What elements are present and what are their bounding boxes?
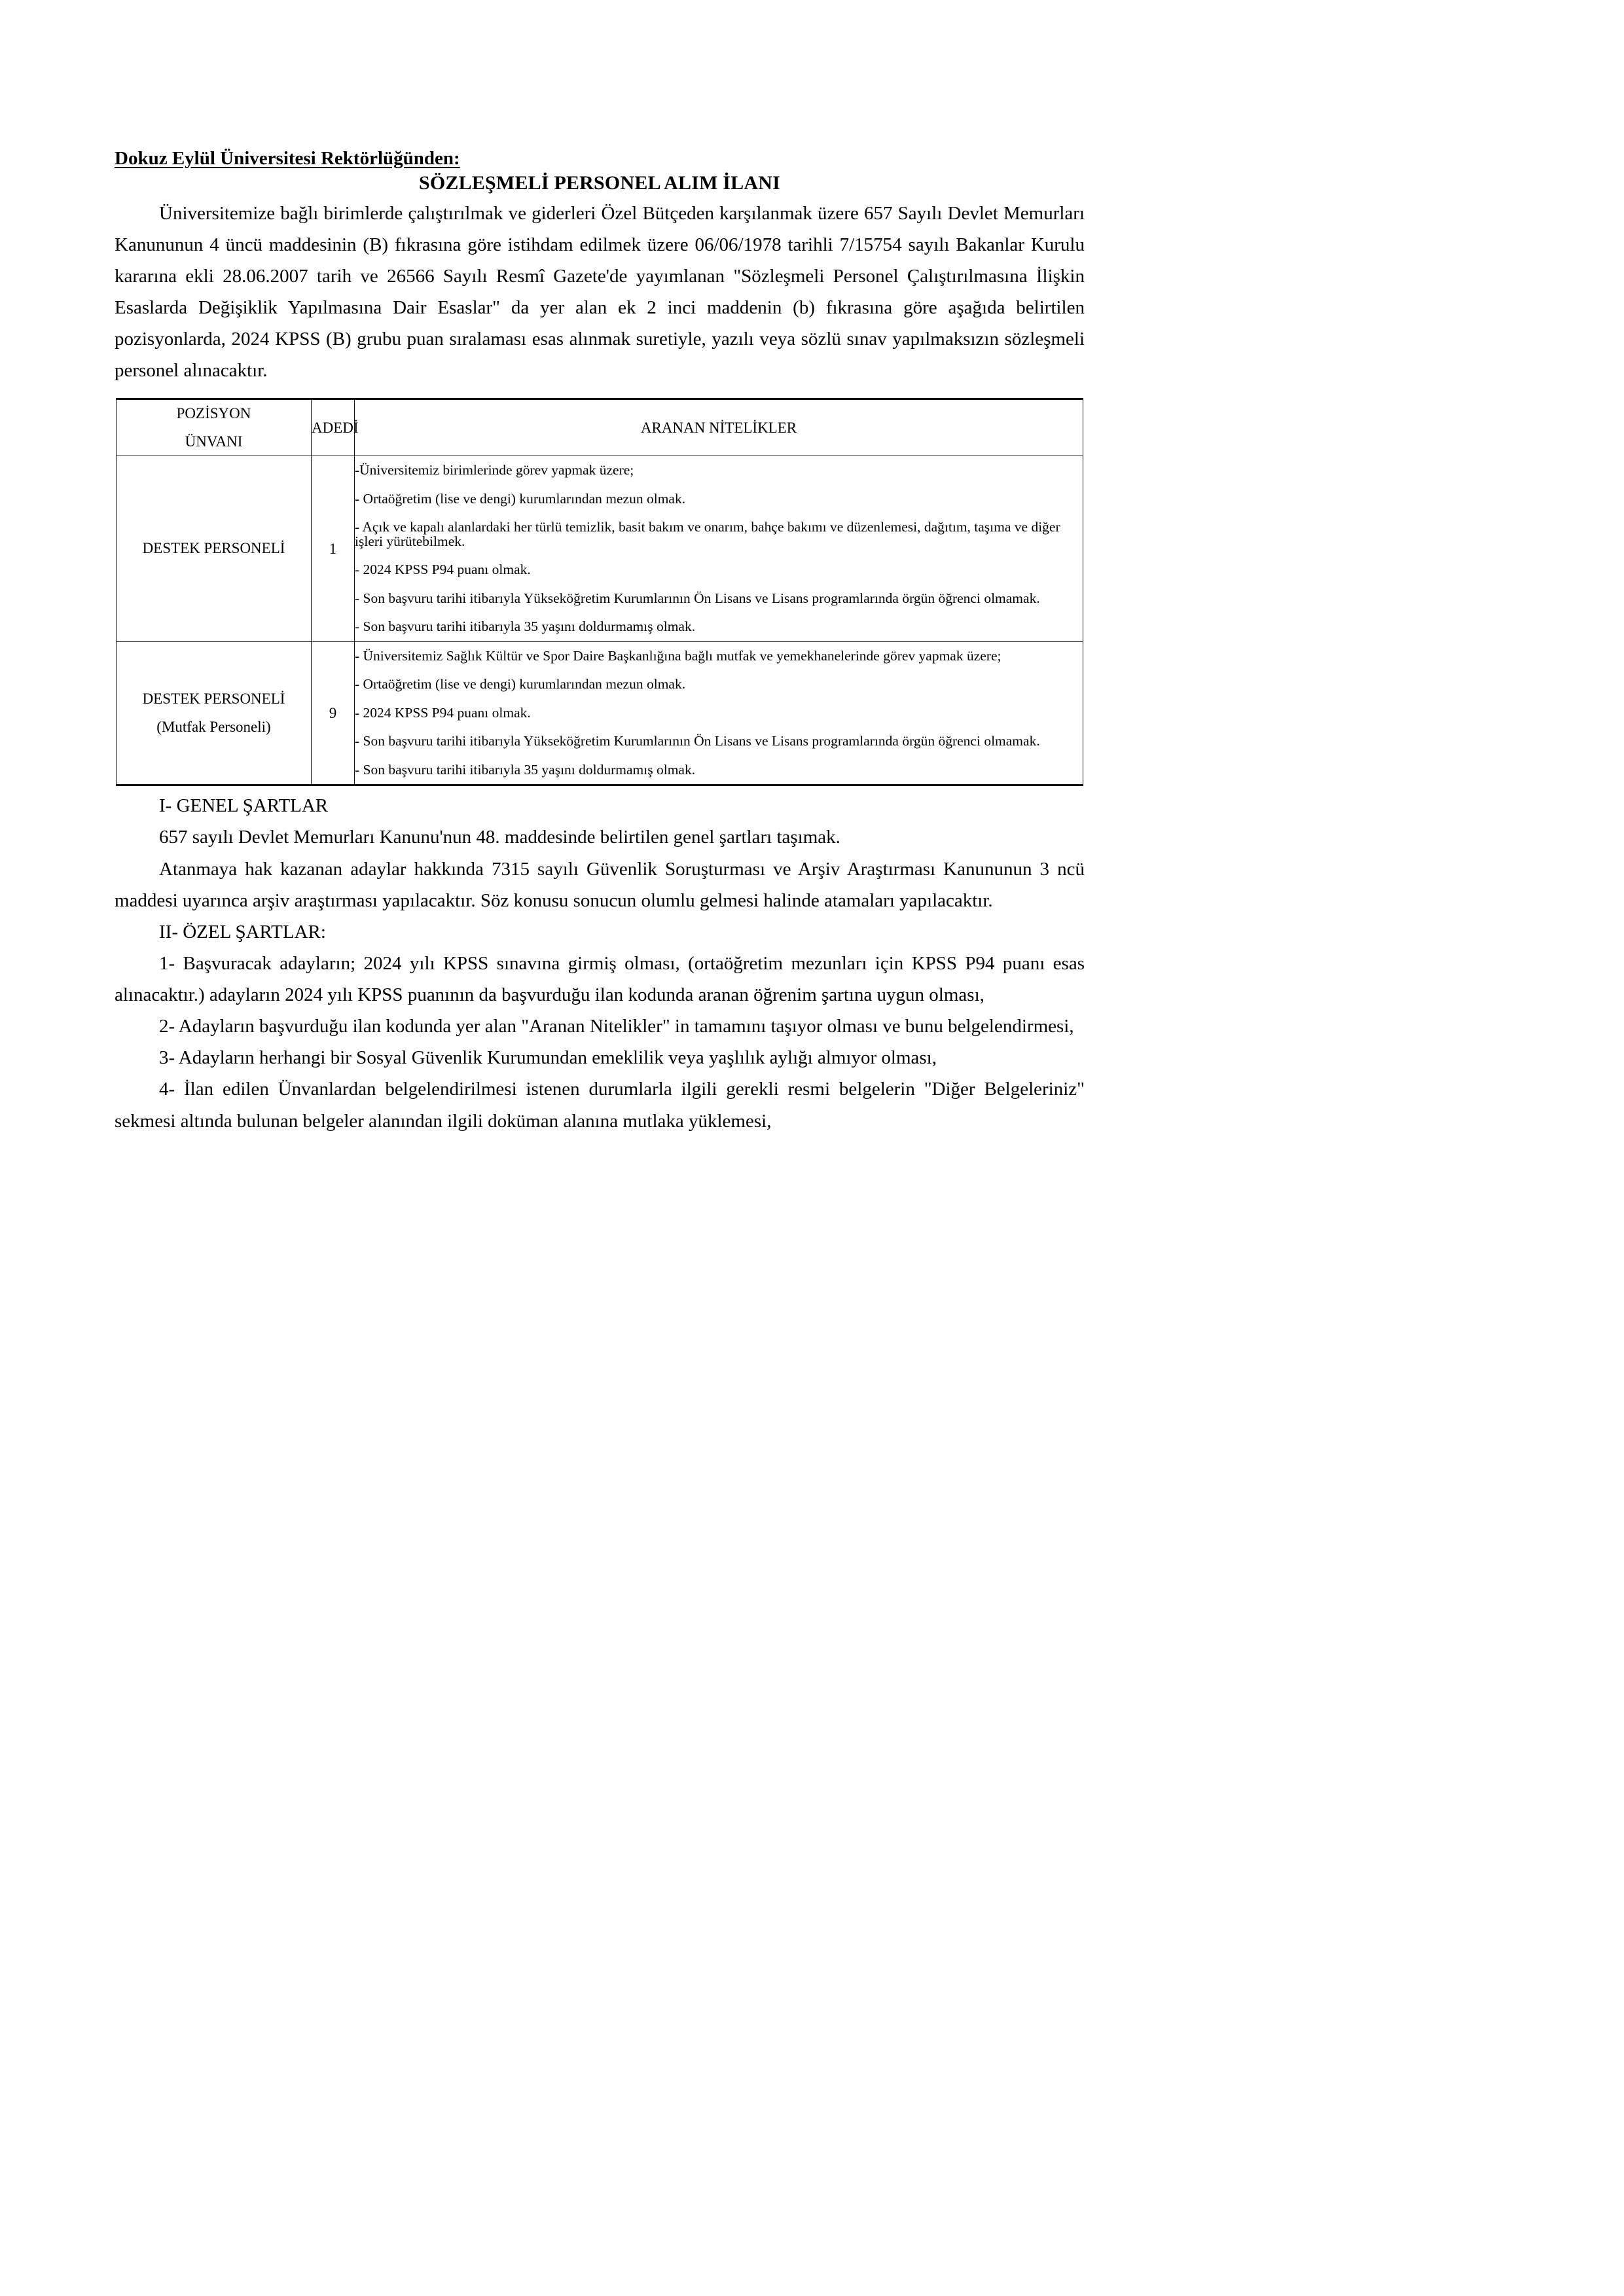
special-condition-item: 4- İlan edilen Ünvanlardan belgelendirilmesi istenen durumlarla ilgili gerekli resmi belgelerin "Diğer Belgeleriniz" sekmesi altında bulunan belgeler alanından ilgili doküman alanına mutlaka yüklemesi, <box>115 1079 1085 1132</box>
qualification-line: - Son başvuru tarihi itibarıyla Yükseköğretim Kurumlarının Ön Lisans ve Lisans programlarında örgün öğrenci olmamak. <box>355 733 1040 749</box>
header-count: ADEDİ <box>312 399 355 456</box>
positions-table <box>116 398 1083 786</box>
header-position-title <box>117 399 312 456</box>
qualification-line: - Son başvuru tarihi itibarıyla 35 yaşını doldurmamış olmak. <box>355 761 696 778</box>
general-conditions-paragraph: Atanmaya hak kazanan adaylar hakkında 7315 sayılı Güvenlik Soruşturması ve Arşiv Araştırması Kanununun 3 ncü maddesi uyarınca arşiv araştırması yapılacaktır. Söz konusu sonucun olumlu gelmesi halinde atamaları yapılacaktır. <box>115 858 1085 911</box>
general-conditions-heading: I- GENEL ŞARTLAR <box>159 795 329 817</box>
qualification-line: -Üniversitemiz birimlerinde görev yapmak üzere; <box>355 462 634 478</box>
document-content <box>115 149 1085 1137</box>
intro-paragraph: Üniversitemize bağlı birimlerde çalıştırılmak ve giderleri Özel Bütçeden karşılanmak üzere 657 Sayılı Devlet Memurları Kanununun 4 üncü maddesinin (B) fıkrasına göre istihdam edilmek üzere 06/06/1978 tarihli 7/15754 sayılı Bakanlar Kurulu kararına ekli 28.06.2007 tarih ve 26566 Sayılı Resmî Gazete'de yayımlanan "Sözleşmeli Personel Çalıştırılmasına İlişkin Esaslarda Değişiklik Yapılmasına Dair Esaslar" da yer alan ek 2 inci maddenin (b) fıkrasına göre aşağıda belirtilen pozisyonlarda, 2024 KPSS (B) grubu puan sıralaması esas alınmak suretiyle, yazılı veya sözlü sınav yapılmaksızın sözleşmeli personel alınacaktır. <box>115 202 1085 382</box>
qualification-line: - 2024 KPSS P94 puanı olmak. <box>355 704 531 721</box>
table-header-row <box>117 399 1083 456</box>
special-condition-item: 2- Adayların başvurduğu ilan kodunda yer alan "Aranan Nitelikler" in tamamını taşıyor olması ve bunu belgelendirmesi, <box>159 1016 1074 1037</box>
row-position-title-line1: DESTEK PERSONELİ <box>142 691 285 708</box>
qualification-line: - Son başvuru tarihi itibarıyla Yükseköğretim Kurumlarının Ön Lisans ve Lisans programlarında örgün öğrenci olmamak. <box>355 590 1040 606</box>
special-condition-item: 1- Başvuracak adayların; 2024 yılı KPSS sınavına girmiş olması, (ortaöğretim mezunları için KPSS P94 puanı esas alınacaktır.) adayların 2024 yılı KPSS puanının da başvurduğu ilan kodunda aranan öğrenim şartına uygun olması, <box>115 952 1085 1006</box>
row-qualifications <box>355 641 1083 785</box>
special-conditions-heading: II- ÖZEL ŞARTLAR: <box>159 921 326 942</box>
issuer-heading-text: Dokuz Eylül Üniversitesi Rektörlüğünden: <box>115 148 460 169</box>
header-position-title-line1: POZİSYON <box>176 405 251 422</box>
positions-table-head <box>117 399 1083 456</box>
row-position-title <box>117 456 312 642</box>
qualification-line: - Üniversitemiz Sağlık Kültür ve Spor Daire Başkanlığına bağlı mutfak ve yemekhanelerinde görev yapmak üzere; <box>355 647 1001 664</box>
issuer-heading <box>115 149 1085 168</box>
table-row <box>117 456 1083 642</box>
header-position-title-line2: ÜNVANI <box>185 433 243 450</box>
row-count: 9 <box>312 641 355 785</box>
qualification-line: - Açık ve kapalı alanlardaki her türlü temizlik, basit bakım ve onarım, bahçe bakımı ve düzenlemesi, dağıtım, taşıma ve diğer işleri yürütebilmek. <box>355 519 1060 549</box>
row-position-title-line1: DESTEK PERSONELİ <box>142 540 285 557</box>
page-title: SÖZLEŞMELİ PERSONEL ALIM İLANI <box>419 172 780 194</box>
row-position-title <box>117 641 312 785</box>
header-qualifications: ARANAN NİTELİKLER <box>355 399 1083 456</box>
positions-table-body <box>117 456 1083 785</box>
qualification-line: - 2024 KPSS P94 puanı olmak. <box>355 562 531 578</box>
qualification-line: - Ortaöğretim (lise ve dengi) kurumlarından mezun olmak. <box>355 676 686 692</box>
table-row <box>117 641 1083 785</box>
special-condition-item: 3- Adayların herhangi bir Sosyal Güvenlik Kurumundan emeklilik veya yaşlılık aylığı almıyor olması, <box>159 1047 937 1069</box>
row-qualifications <box>355 456 1083 642</box>
general-conditions-paragraph: 657 sayılı Devlet Memurları Kanunu'nun 48. maddesinde belirtilen genel şartları taşımak. <box>159 827 840 848</box>
row-count: 1 <box>312 456 355 642</box>
row-position-title-line2: (Mutfak Personeli) <box>156 718 271 735</box>
qualification-line: - Ortaöğretim (lise ve dengi) kurumlarından mezun olmak. <box>355 490 686 507</box>
qualification-line: - Son başvuru tarihi itibarıyla 35 yaşını doldurmamış olmak. <box>355 619 696 635</box>
